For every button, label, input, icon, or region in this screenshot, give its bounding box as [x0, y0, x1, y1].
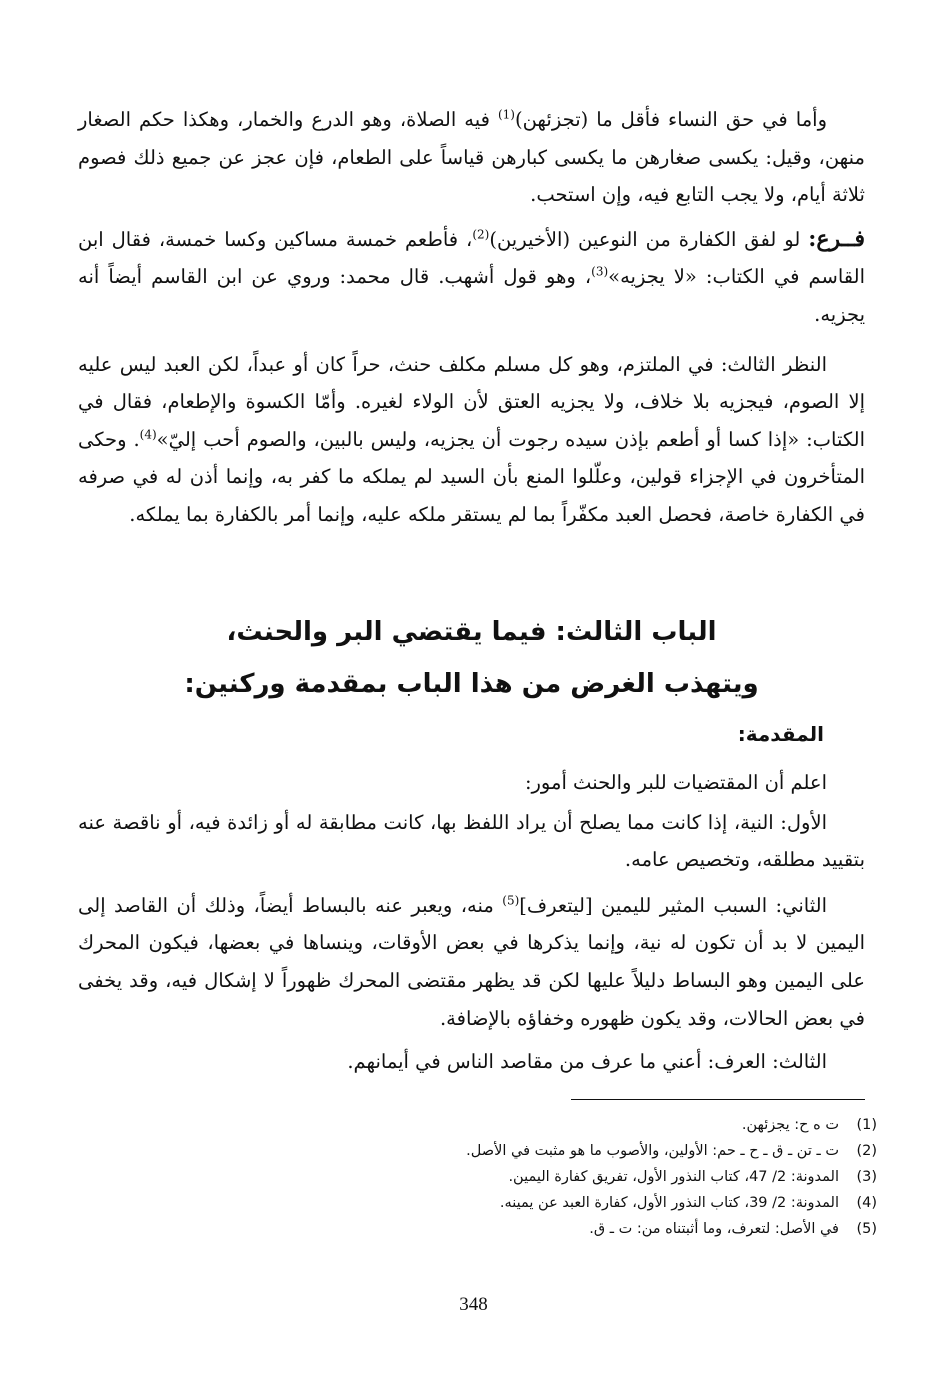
paragraph-segment: وأما في حق النساء فأقل ما (تجزئهن): [514, 108, 827, 131]
footnote-item: [200, 1190, 877, 1216]
chapter-heading-line-1: الباب الثالث: فيما يقتضي البر والحنث،: [226, 617, 717, 647]
paragraph-second-cause: [78, 887, 865, 1037]
footnote-item: [200, 1112, 877, 1138]
chapter-heading: [78, 606, 865, 710]
paragraph-third-custom: [78, 1043, 865, 1081]
footnote-number: (4): [856, 1195, 877, 1211]
paragraph-far: [78, 221, 865, 334]
footnote-number: (1): [856, 1117, 877, 1133]
paragraph-segment: . وحكى المتأخرون في الإجزاء قولين، وعلّلوا المنع بأن السيد لم يملكه ما كفر به، وإنما أذن له في صرفه في الكفارة خاصة، فحصل العبد مكفّراً بما لم يستقر ملكه عليه، وإنما أمر بالكفارة بما يملكه.: [78, 427, 865, 526]
paragraph-segment: الأول: النية، إذا كانت مما يصلح أن يراد اللفظ بها، كانت مطابقة له أو زائدة فيه، أو ناقصة عنه بتقييد مطلقه، وتخصيص عامه.: [78, 810, 865, 872]
paragraph-segment: منه، ويعبر عنه بالبساط أيضاً، وذلك أن القاصد إلى اليمين لا بد أن تكون له نية، وإنما يذكرها في بعض الأوقات، وينساها في بعضها، فيكون المحرك على اليمين وهو البساط دليلاً عليها لكن قد يظهر مقتضى المحرك ظهوراً لا إشكال فيه، وقد يخفى في بعض الحالات، وقد يكون ظهوره وخفاؤه بالإضافة.: [78, 893, 865, 1030]
paragraph-intro: [78, 764, 865, 802]
paragraph-segment: ، وهو قول أشهب. قال محمد: وروي عن ابن القاسم أيضاً أنه يجزيه.: [78, 265, 865, 326]
paragraph-women-clothing: [78, 101, 865, 214]
paragraph-segment: اعلم أن المقتضيات للبر والحنث أمور:: [524, 771, 827, 794]
paragraph-first-intention: [78, 804, 865, 879]
paragraph-segment: الثاني: السبب المثير لليمين [ليتعرف]: [519, 893, 827, 917]
footnote-text: ت ه ح: يجزئهن.: [741, 1117, 839, 1133]
footnote-text: في الأصل: لتعرف، وما أثبتناه من: ت ـ ق.: [589, 1221, 839, 1237]
footnote-text: المدونة: 2/ 47، كتاب النذور الأول، تفريق كفارة اليمين.: [508, 1169, 839, 1185]
far-label: فــرع:: [808, 225, 865, 252]
footnote-ref-5[interactable]: (5): [502, 893, 520, 908]
footnote-ref-2[interactable]: (2): [472, 227, 490, 242]
paragraph-segment: لو لفق الكفارة من النوعين (الأخيرين): [489, 227, 809, 251]
lower-text-block: [78, 764, 865, 1081]
footnote-separator: [571, 1099, 865, 1100]
paragraph-segment: الثالث: العرف: أعني ما عرف من مقاصد الناس في أيمانهم.: [347, 1050, 827, 1074]
footnote-ref-3[interactable]: (3): [591, 264, 609, 279]
top-text-block: [78, 101, 865, 534]
footnote-ref-4[interactable]: (4): [139, 427, 157, 442]
paragraph-segment: فيه الصلاة، وهو الدرع والخمار، وهكذا حكم الصغار منهن، وقيل: يكسى صغارهن ما يكسى كبارهن قياساً على الطعام، فإن عجز عن جميع ذلك فصوم ثلاثة أيام، ولا يجب التابع فيه، وإن استحب.: [78, 108, 865, 207]
page-number: 348: [459, 1294, 488, 1315]
footnote-number: (5): [856, 1221, 877, 1237]
footnote-text: ت ـ تن ـ ق ـ ح ـ حم: الأولين، والأصوب ما هو مثبت في الأصل.: [466, 1143, 839, 1159]
footnote-text: المدونة: 2/ 39، كتاب النذور الأول، كفارة العبد عن يمينه.: [499, 1195, 839, 1211]
chapter-heading-line-2: ويتهذب الغرض من هذا الباب بمقدمة وركنين:: [184, 669, 759, 699]
footnote-item: [200, 1164, 877, 1190]
footnote-number: (2): [856, 1143, 877, 1159]
paragraph-third-consideration: [78, 346, 865, 534]
paragraph-segment: ، فأطعم خمسة مساكين وكسا خمسة، فقال ابن القاسم في الكتاب: «لا يجزيه»: [78, 227, 865, 289]
paragraph-segment: النظر الثالث: في الملتزم، وهو كل مسلم مكلف حنث، حراً كان أو عبداً، لكن العبد ليس عليه إلا الصوم، فيجزيه بلا خلاف، ولا يجزيه العتق لأن الولاء لغيره. وأمّا الكسوة والإطعام، فقال في الكتاب: «إذا كسا أو أطعم بإذن سيده رجوت أن يجزيه، وليس بالبين، والصوم أحب إليّ»: [78, 352, 865, 451]
footnotes-list: [200, 1112, 877, 1242]
section-heading: المقدمة:: [737, 722, 824, 746]
footnote-number: (3): [856, 1169, 877, 1185]
footnote-ref-1[interactable]: (1): [497, 107, 515, 122]
footnote-item: [200, 1138, 877, 1164]
footnote-item: [200, 1216, 877, 1242]
